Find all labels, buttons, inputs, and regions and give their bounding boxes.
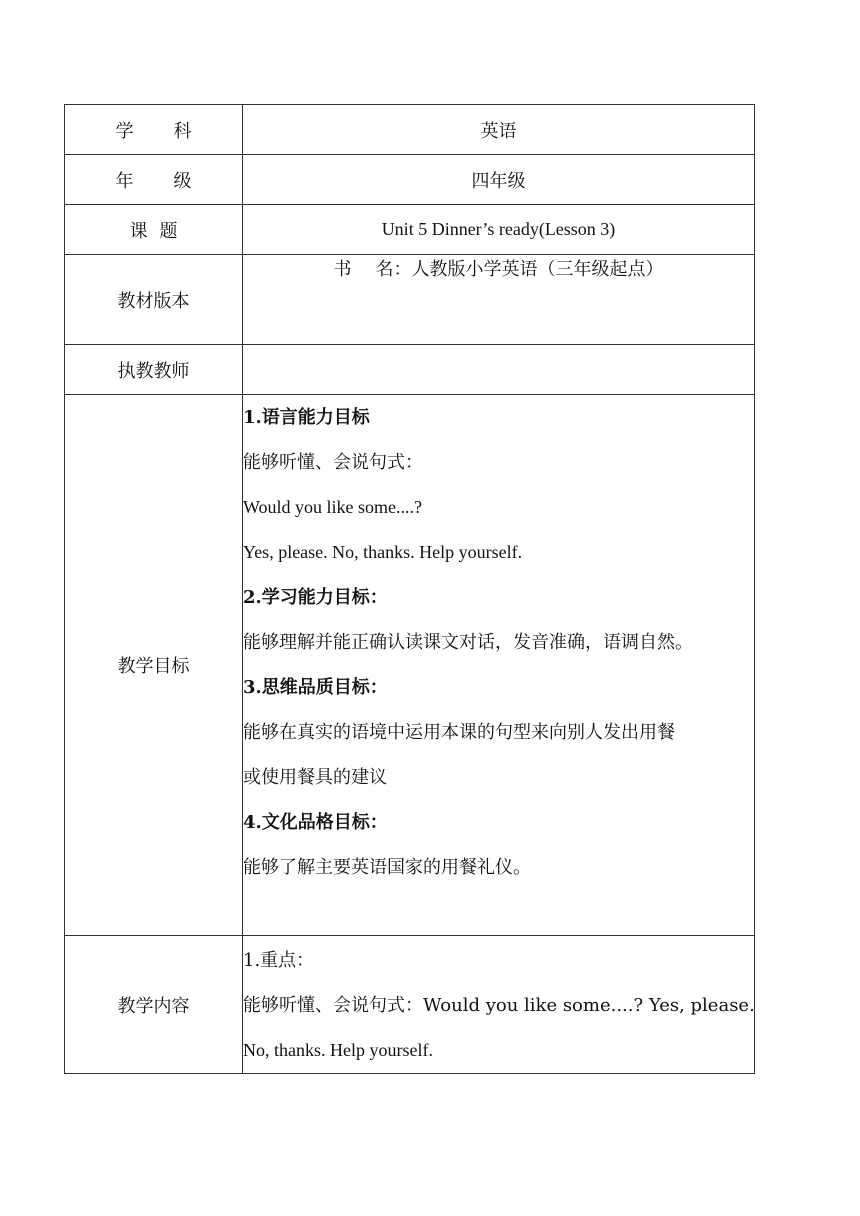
textbook-value [243, 255, 755, 345]
objective-line: 能够了解主要英语国家的用餐礼仪。 [243, 857, 531, 878]
objective-heading: 1.语言能力目标 [243, 407, 370, 428]
objective-line: 或使用餐具的建议 [243, 767, 387, 788]
subject-value: 英语 [243, 105, 755, 155]
objective-line: 能够理解并能正确认读课文对话，发音准确，语调自然。 [243, 632, 693, 653]
subject-label-char2: 科 [173, 120, 192, 142]
grade-label-char2: 级 [173, 170, 192, 192]
content-label: 教学内容 [65, 936, 243, 1074]
objective-line: Yes, please. No, thanks. Help yourself. [243, 542, 523, 562]
objective-line: Would you like some....? [243, 497, 423, 517]
topic-label-char1: 课 [129, 220, 148, 242]
row-content [65, 936, 755, 1074]
objective-heading: 3.思维品质目标： [243, 677, 388, 698]
topic-label-char2: 题 [159, 220, 178, 242]
topic-label [65, 205, 243, 255]
objectives-content [243, 395, 755, 936]
row-subject [65, 105, 755, 155]
subject-label [65, 105, 243, 155]
objective-heading: 2.学习能力目标： [243, 587, 388, 608]
row-textbook [65, 255, 755, 345]
grade-label [65, 155, 243, 205]
content-line: 能够听懂、会说句式：Would you like some....? Yes, please. [243, 995, 755, 1016]
textbook-label: 教材版本 [65, 255, 243, 345]
teacher-value [243, 345, 755, 395]
content-body [243, 936, 755, 1074]
textbook-value-name: 名：人教版小学英语（三年级起点） [375, 259, 664, 280]
objective-line: 能够在真实的语境中运用本课的句型来向别人发出用餐 [243, 722, 675, 743]
objective-line: 能够听懂、会说句式： [243, 452, 423, 473]
grade-value: 四年级 [243, 155, 755, 205]
content-line: 1.重点： [243, 950, 315, 971]
grade-label-char1: 年 [115, 170, 134, 192]
row-teacher [65, 345, 755, 395]
row-objectives [65, 395, 755, 936]
textbook-value-prefix: 书 [333, 259, 352, 280]
content-line: No, thanks. Help yourself. [243, 1040, 433, 1060]
topic-value: Unit 5 Dinner’s ready(Lesson 3) [243, 205, 755, 255]
row-grade [65, 155, 755, 205]
lesson-plan-table [64, 104, 755, 1074]
objectives-label: 教学目标 [65, 395, 243, 936]
subject-label-char1: 学 [115, 120, 134, 142]
teacher-label: 执教教师 [65, 345, 243, 395]
objective-heading: 4.文化品格目标： [243, 812, 388, 833]
row-topic [65, 205, 755, 255]
